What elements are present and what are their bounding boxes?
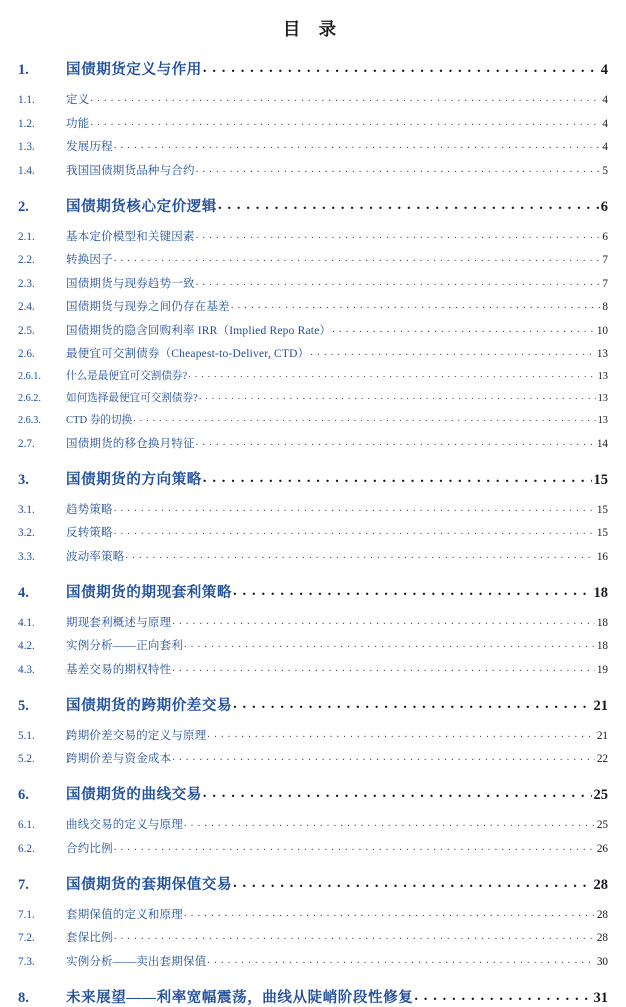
toc-entry-title: 转换因子 (66, 254, 113, 266)
toc-dot-leader (199, 392, 596, 402)
toc-entry-page-number: 13 (597, 371, 608, 382)
toc-entry-page-number: 7 (602, 254, 608, 266)
toc-entry-level-1[interactable] (18, 694, 608, 715)
toc-entry-title: 最便宜可交割债券（Cheapest-to-Deliver, CTD） (66, 348, 310, 360)
toc-entry-level-3[interactable] (18, 390, 608, 405)
toc-entry-page-number: 26 (596, 842, 608, 855)
toc-entry-page-number: 31 (593, 989, 608, 1006)
toc-entry-level-2[interactable] (18, 228, 608, 244)
toc-dot-leader (184, 908, 595, 919)
toc-entry-number: 2.5. (18, 324, 35, 337)
toc-entry-title: 期现套利概述与原理 (66, 616, 172, 629)
toc-entry-title: 基本定价模型和关键因素 (66, 230, 195, 243)
toc-entry-level-2[interactable] (18, 501, 608, 517)
toc-entry-title: 国债期货的跨期价差交易 (66, 697, 233, 714)
toc-entry-number: 3.1. (18, 503, 35, 516)
toc-dot-leader (188, 370, 595, 380)
toc-entry-number: 2.6.2. (18, 393, 41, 404)
toc-entry-title: 跨期价差交易的定义与原理 (66, 729, 207, 742)
toc-entry-level-2[interactable] (18, 614, 608, 630)
toc-entry-level-1[interactable] (18, 873, 608, 894)
toc-entry-page-number: 4 (602, 141, 608, 153)
toc-entry-title: 国债期货的方向策略 (66, 471, 202, 488)
toc-dot-leader (218, 197, 599, 214)
toc-entry-page-number: 15 (593, 471, 608, 488)
toc-dot-leader (203, 470, 592, 487)
toc-entry-title: 国债期货的移仓换月特征 (66, 437, 195, 450)
toc-entry-number: 8. (18, 989, 29, 1006)
toc-entry-page-number: 5 (602, 164, 608, 177)
toc-entry-page-number: 30 (596, 955, 608, 968)
toc-entry-page-number: 4 (602, 94, 608, 106)
toc-entry-page-number: 13 (596, 348, 608, 360)
toc-entry-title: 合约比例 (66, 842, 113, 855)
toc-dot-leader (196, 230, 601, 241)
toc-entry-page-number: 8 (602, 301, 608, 313)
toc-dot-leader (114, 253, 601, 264)
toc-entry-title: 基差交易的期权特性 (66, 663, 172, 676)
toc-entry-page-number: 6 (600, 198, 608, 215)
toc-entry-level-2[interactable] (18, 115, 608, 131)
toc-entry-page-number: 28 (596, 932, 608, 944)
toc-entry-title: CTD 券的切换 (66, 415, 133, 426)
toc-entry-title: 国债期货的曲线交易 (66, 787, 202, 803)
table-of-contents (18, 58, 608, 1007)
toc-entry-level-2[interactable] (18, 138, 608, 154)
toc-entry-level-2[interactable] (18, 929, 608, 945)
toc-entry-title: 实例分析——正向套利 (66, 640, 183, 652)
toc-entry-title: 曲线交易的定义与原理 (66, 819, 183, 831)
toc-dot-leader (414, 988, 591, 1005)
toc-entry-page-number: 28 (593, 876, 608, 893)
toc-entry-title: 国债期货与现券趋势一致 (66, 277, 195, 290)
toc-entry-title: 国债期货定义与作用 (66, 62, 202, 78)
toc-entry-number: 3.3. (18, 550, 35, 563)
toc-entry-level-2[interactable] (18, 750, 608, 766)
toc-entry-page-number: 18 (596, 616, 608, 629)
toc-dot-leader (233, 696, 591, 713)
toc-entry-level-2[interactable] (18, 251, 608, 267)
toc-entry-title: 国债期货的期现套利策略 (66, 584, 233, 601)
toc-entry-number: 4.1. (18, 616, 35, 629)
toc-entry-number: 2.1. (18, 230, 35, 243)
toc-entry-level-2[interactable] (18, 435, 608, 451)
toc-entry-number: 2.6.1. (18, 371, 41, 382)
toc-entry-title: 发展历程 (66, 141, 113, 153)
toc-entry-title: 套期保值的定义和原理 (66, 908, 183, 921)
page-title: 目 录 (282, 19, 344, 39)
toc-entry-title: 反转策略 (66, 527, 113, 539)
toc-entry-level-2[interactable] (18, 840, 608, 856)
toc-entry-page-number: 4 (602, 117, 608, 130)
toc-entry-title: 定义 (66, 94, 90, 106)
toc-entry-number: 2.2. (18, 254, 35, 266)
toc-entry-level-2[interactable] (18, 727, 608, 743)
toc-entry-title: 国债期货的套期保值交易 (66, 876, 233, 893)
toc-entry-number: 2.4. (18, 301, 35, 313)
toc-entry-number: 6. (18, 787, 29, 803)
toc-entry-level-2[interactable] (18, 661, 608, 677)
toc-entry-number: 7.1. (18, 908, 35, 921)
toc-entry-page-number: 13 (597, 415, 608, 426)
toc-entry-number: 2.6. (18, 348, 35, 360)
toc-entry-page-number: 28 (596, 908, 608, 921)
toc-entry-number: 1.3. (18, 141, 35, 153)
toc-dot-leader (207, 729, 594, 740)
toc-entry-title: 波动率策略 (66, 550, 125, 563)
toc-entry-level-2[interactable] (18, 816, 608, 832)
toc-dot-leader (203, 60, 599, 77)
toc-entry-level-1[interactable] (18, 783, 608, 804)
toc-entry-title: 套保比例 (66, 932, 113, 944)
toc-dot-leader (184, 818, 595, 829)
toc-dot-leader (90, 117, 600, 128)
toc-entry-level-2[interactable] (18, 322, 608, 338)
toc-entry-level-2[interactable] (18, 345, 608, 361)
toc-entry-level-1[interactable] (18, 468, 608, 489)
toc-entry-number: 4.3. (18, 663, 35, 676)
toc-entry-page-number: 18 (596, 640, 608, 652)
toc-entry-page-number: 25 (596, 819, 608, 831)
toc-entry-level-2[interactable] (18, 548, 608, 564)
toc-dot-leader (172, 663, 595, 674)
toc-entry-page-number: 16 (596, 550, 608, 563)
toc-dot-leader (196, 277, 601, 288)
toc-entry-level-2[interactable] (18, 953, 608, 969)
toc-entry-number: 2.3. (18, 277, 35, 290)
toc-dot-leader (233, 583, 591, 600)
toc-entry-title: 如何选择最便宜可交割债券? (66, 393, 198, 404)
toc-entry-page-number: 6 (602, 230, 608, 243)
toc-entry-level-2[interactable] (18, 275, 608, 291)
toc-dot-leader (332, 324, 595, 335)
toc-entry-page-number: 10 (596, 324, 608, 337)
toc-entry-page-number: 21 (596, 729, 608, 742)
toc-entry-number: 3.2. (18, 527, 35, 539)
toc-entry-number: 2.6.3. (18, 415, 41, 426)
toc-entry-title: 功能 (66, 117, 90, 130)
toc-entry-page-number: 15 (596, 503, 608, 516)
toc-entry-number: 1.2. (18, 117, 35, 130)
toc-entry-number: 7.3. (18, 955, 35, 968)
toc-entry-level-1[interactable] (18, 986, 608, 1007)
toc-entry-number: 3. (18, 471, 29, 488)
toc-dot-leader (184, 639, 595, 650)
toc-dot-leader (231, 300, 601, 311)
toc-dot-leader (90, 93, 600, 104)
toc-entry-title: 国债期货与现券之间仍存在基差 (66, 301, 230, 313)
toc-entry-title: 未来展望——利率宽幅震荡，曲线从陡峭阶段性修复 (66, 989, 414, 1006)
toc-entry-number: 5.2. (18, 753, 35, 765)
toc-entry-number: 6.1. (18, 819, 35, 831)
toc-dot-leader (133, 414, 595, 424)
toc-entry-level-2[interactable] (18, 906, 608, 922)
toc-entry-page-number: 19 (596, 663, 608, 676)
toc-entry-number: 7.2. (18, 932, 35, 944)
toc-entry-level-3[interactable] (18, 412, 608, 427)
toc-entry-level-1[interactable] (18, 58, 608, 79)
toc-entry-number: 7. (18, 876, 29, 893)
toc-dot-leader (114, 140, 601, 151)
toc-entry-number: 2.7. (18, 437, 35, 450)
toc-dot-leader (196, 437, 595, 448)
toc-entry-page-number: 18 (593, 584, 608, 601)
toc-dot-leader (196, 164, 601, 175)
toc-dot-leader (310, 347, 594, 358)
toc-entry-level-1[interactable] (18, 581, 608, 602)
toc-entry-title: 趋势策略 (66, 503, 113, 516)
toc-entry-level-1[interactable] (18, 195, 608, 216)
toc-entry-title: 实例分析——卖出套期保值 (66, 955, 207, 968)
toc-dot-leader (126, 550, 595, 561)
toc-dot-leader (233, 875, 591, 892)
toc-entry-level-3[interactable] (18, 368, 608, 383)
toc-entry-level-2[interactable] (18, 524, 608, 540)
toc-dot-leader (203, 785, 592, 802)
toc-entry-title: 国债期货核心定价逻辑 (66, 198, 217, 215)
toc-entry-level-2[interactable] (18, 298, 608, 314)
toc-entry-number: 5.1. (18, 729, 35, 742)
toc-dot-leader (207, 955, 594, 966)
toc-entry-page-number: 13 (597, 393, 608, 404)
toc-dot-leader (114, 526, 595, 537)
toc-entry-title: 我国国债期货品种与合约 (66, 164, 195, 177)
toc-dot-leader (114, 842, 595, 853)
toc-entry-number: 4. (18, 584, 29, 601)
toc-dot-leader (114, 931, 595, 942)
toc-entry-level-2[interactable] (18, 162, 608, 178)
toc-entry-number: 6.2. (18, 842, 35, 855)
toc-entry-title: 跨期价差与资金成本 (66, 753, 172, 765)
toc-entry-level-2[interactable] (18, 637, 608, 653)
toc-entry-page-number: 4 (600, 62, 608, 78)
toc-entry-page-number: 7 (602, 277, 608, 290)
toc-entry-number: 1. (18, 62, 29, 78)
toc-entry-level-2[interactable] (18, 91, 608, 107)
toc-entry-page-number: 15 (596, 527, 608, 539)
toc-entry-number: 1.1. (18, 94, 35, 106)
toc-entry-title: 国债期货的隐含回购利率 IRR（Implied Repo Rate） (66, 324, 332, 337)
toc-entry-number: 4.2. (18, 640, 35, 652)
toc-entry-number: 2. (18, 198, 29, 215)
toc-entry-number: 1.4. (18, 164, 35, 177)
toc-entry-page-number: 21 (593, 697, 608, 714)
toc-entry-number: 5. (18, 697, 29, 714)
toc-entry-title: 什么是最便宜可交割债券? (66, 371, 188, 382)
toc-entry-page-number: 22 (596, 753, 608, 765)
toc-dot-leader (172, 752, 595, 763)
toc-dot-leader (172, 616, 595, 627)
toc-dot-leader (114, 503, 595, 514)
document-page (0, 10, 626, 1006)
toc-entry-page-number: 25 (593, 787, 608, 803)
toc-entry-page-number: 14 (596, 437, 608, 450)
